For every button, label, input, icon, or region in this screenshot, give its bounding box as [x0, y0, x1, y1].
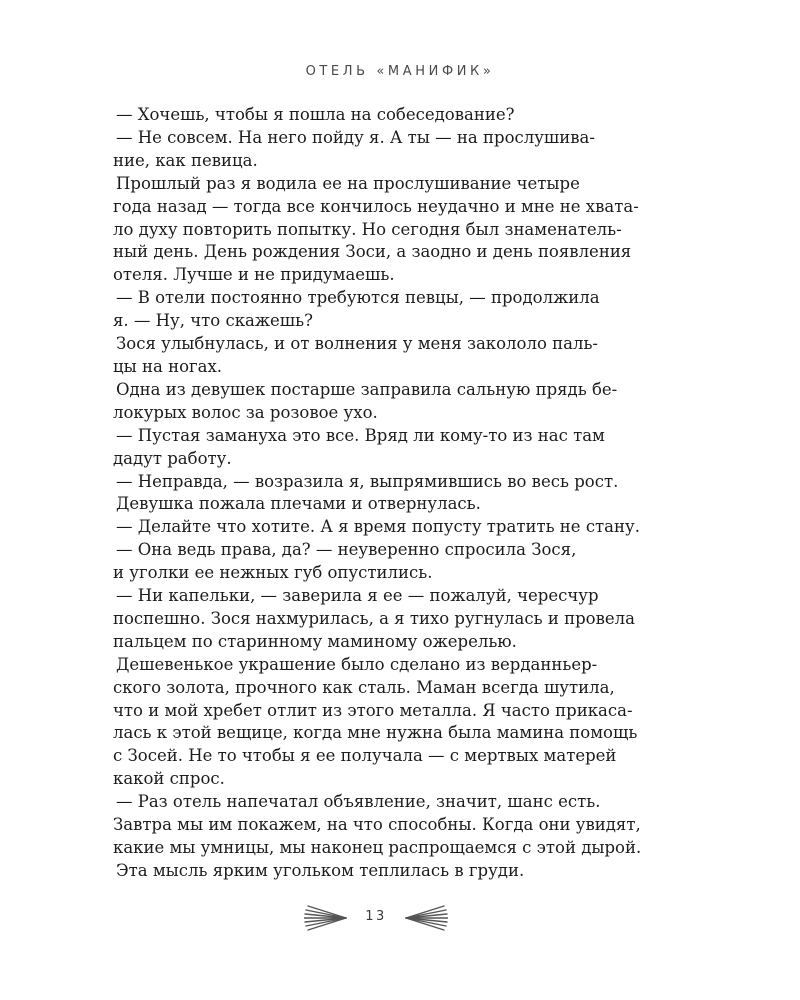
text-line: Зося улыбнулась, и от волнения у меня закололо паль- [116, 334, 599, 354]
page-number: 13 [365, 909, 387, 924]
text-line: — Делайте что хотите. А я время попусту тратить не стану. [116, 517, 640, 537]
text-line: Дешевенькое украшение было сделано из верданньер- [116, 654, 598, 674]
text-line: — Раз отель напечатал объявление, значит, шанс есть. [116, 792, 601, 812]
text-line: Прошлый раз я водила ее на прослушивание четыре [116, 173, 580, 193]
left-fan-ornament-icon [304, 903, 348, 933]
text-line: лась к этой вещице, когда мне нужна была мамина помощь [113, 723, 638, 743]
text-line: какие мы умницы, мы наконец распрощаемся с этой дырой. [113, 838, 642, 857]
right-fan-ornament-icon [404, 903, 448, 933]
text-line: Эта мысль ярким угольком теплилась в груди. [116, 860, 525, 880]
text-line: цы на ногах. [113, 356, 223, 376]
text-line: — Хочешь, чтобы я пошла на собеседование? [116, 105, 515, 124]
text-line: — Она ведь права, да? — неуверенно спросила Зося, [116, 540, 577, 560]
text-line: отеля. Лучше и не придумаешь. [113, 265, 395, 285]
text-line: Одна из девушек постарше заправила сальную прядь бе- [116, 379, 618, 399]
text-line: ный день. День рождения Зоси, а заодно и день появления [113, 242, 632, 262]
body-text [113, 104, 668, 883]
text-line: — Ни капельки, — заверила я ее — пожалуй, чересчур [116, 586, 599, 606]
text-line: — Не совсем. На него пойду я. А ты — на прослушива- [116, 127, 595, 147]
text-line: какой спрос. [113, 769, 225, 789]
text-line: — Пустая замануха это все. Вряд ли кому-то из нас там [116, 425, 605, 445]
text-line: и уголки ее нежных губ опустились. [113, 563, 433, 583]
text-line: — В отели постоянно требуются певцы, — продолжила [116, 288, 600, 308]
text-line: локурых волос за розовое ухо. [113, 402, 378, 422]
running-head: ОТЕЛЬ «МАНИФИК» [305, 64, 495, 79]
text-line: поспешно. Зося нахмурилась, а я тихо ругнулась и провела [113, 608, 635, 628]
text-line: ского золота, прочного как сталь. Маман всегда шутила, [113, 677, 615, 697]
text-line: Девушка пожала плечами и отвернулась. [116, 494, 481, 514]
page-footer [0, 903, 800, 933]
text-line: пальцем по старинному маминому ожерелью. [113, 631, 517, 651]
text-line: что и мой хребет отлит из этого металла. Я часто прикаса- [113, 700, 633, 720]
text-line: ние, как певица. [113, 150, 258, 170]
text-line: — Неправда, — возразила я, выпрямившись во весь рост. [116, 471, 619, 491]
text-line: с Зосей. Не то чтобы я ее получала — с мертвых матерей [113, 746, 617, 766]
text-line: я. — Ну, что скажешь? [113, 311, 313, 331]
text-line: дадут работу. [113, 448, 232, 468]
text-line: ло духу повторить попытку. Но сегодня был знаменатель- [113, 219, 622, 239]
text-line: Завтра мы им покажем, на что способны. Когда они увидят, [113, 815, 641, 835]
text-line: года назад — тогда все кончилось неудачно и мне не хвата- [113, 196, 639, 216]
